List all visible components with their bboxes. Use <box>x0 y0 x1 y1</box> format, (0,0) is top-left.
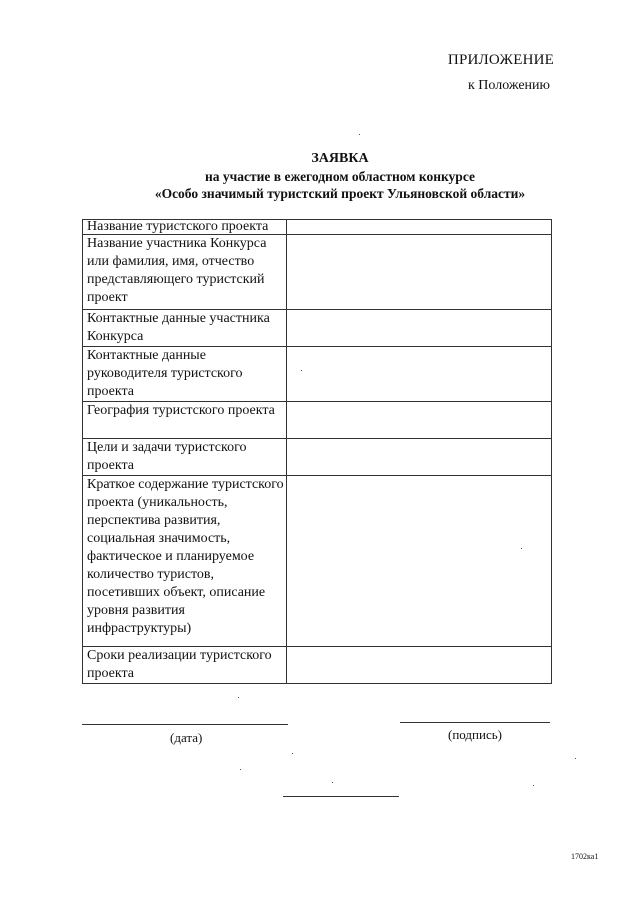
row-value-cell[interactable] <box>287 476 552 647</box>
row-label: Название туристского проекта <box>83 220 287 235</box>
application-form-table <box>82 219 552 684</box>
appendix-subheading: к Положению <box>467 78 550 93</box>
scan-speck <box>521 548 522 549</box>
footnote-code: 1702ка1 <box>571 852 599 861</box>
scan-speck <box>332 782 333 783</box>
signature-label: (подпись) <box>448 727 502 742</box>
row-value-cell[interactable] <box>287 235 552 310</box>
row-value-cell[interactable] <box>287 310 552 347</box>
row-value-cell[interactable] <box>287 402 552 439</box>
title-line-2: «Особо значимый туристский проект Ульяновской области» <box>154 186 526 201</box>
row-value-cell[interactable] <box>287 220 552 235</box>
signature-line[interactable] <box>400 722 550 723</box>
row-label: Цели и задачи туристского проекта <box>83 439 287 476</box>
title-line-1: на участие в ежегодном областном конкурсе <box>205 169 475 184</box>
form-row <box>83 310 552 347</box>
form-row <box>83 347 552 402</box>
row-label: Название участника Конкурса или фамилия, имя, отчество представляющего туристский проект <box>83 235 287 310</box>
form-row <box>83 647 552 684</box>
scan-speck <box>359 134 360 135</box>
scan-speck <box>533 785 534 786</box>
form-row <box>83 439 552 476</box>
appendix-heading: ПРИЛОЖЕНИЕ <box>447 52 554 68</box>
row-label: География туристского проекта <box>83 402 287 439</box>
separator-line <box>283 796 399 797</box>
row-label: Краткое содержание туристского проекта (уникальность, перспектива развития, социальная значимость, фактическое и планируемое количество туристов, посетивших объект, описание уровня развития инфраструктуры) <box>83 476 287 647</box>
document-title: ЗАЯВКА <box>311 151 369 166</box>
row-label: Контактные данные руководителя туристского проекта <box>83 347 287 402</box>
title-block <box>100 150 580 202</box>
date-line[interactable] <box>82 724 288 725</box>
scan-speck <box>292 753 293 754</box>
scan-speck <box>238 697 239 698</box>
form-row <box>83 220 552 235</box>
form-row <box>83 476 552 647</box>
row-value-cell[interactable] <box>287 347 552 402</box>
row-label: Контактные данные участника Конкурса <box>83 310 287 347</box>
scan-speck <box>240 769 241 770</box>
row-value-cell[interactable] <box>287 439 552 476</box>
date-label: (дата) <box>170 730 203 745</box>
row-value-cell[interactable] <box>287 647 552 684</box>
scan-speck <box>301 370 302 371</box>
form-row <box>83 402 552 439</box>
scan-speck <box>575 758 576 759</box>
row-label: Сроки реализации туристского проекта <box>83 647 287 684</box>
form-row <box>83 235 552 310</box>
